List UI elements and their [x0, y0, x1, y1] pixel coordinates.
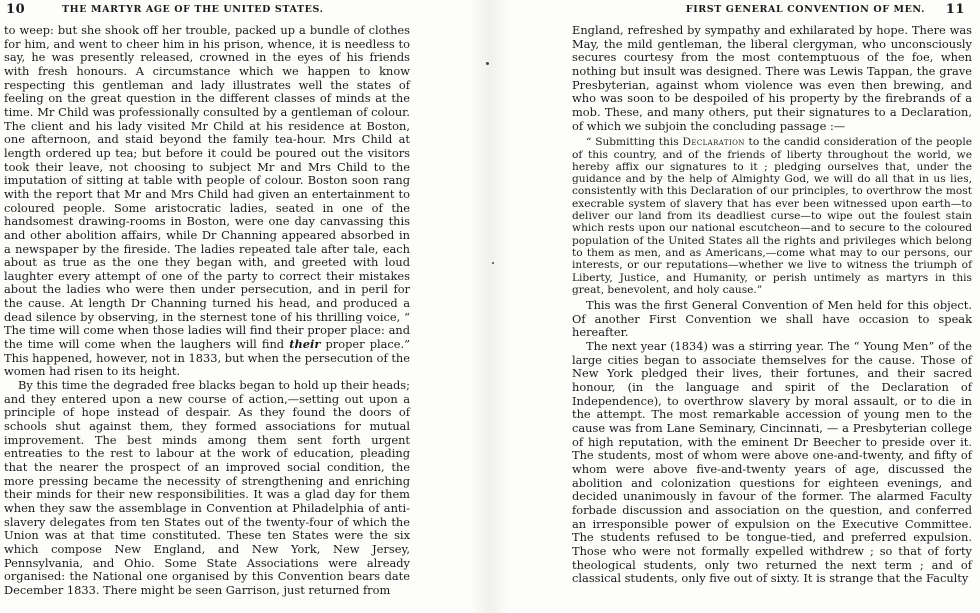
right-page-number: 11	[945, 2, 965, 17]
emphasis-their: their	[289, 337, 321, 352]
left-running-head: THE MARTYR AGE OF THE UNITED STATES.	[62, 4, 324, 15]
right-paragraph-1: This was the first General Convention of Men held for this object. Of another First Convention we shall have occasion to speak hereafter.	[572, 298, 972, 340]
right-page-header	[570, 4, 965, 18]
left-page	[0, 0, 470, 613]
speck	[492, 262, 494, 264]
right-page	[510, 0, 980, 613]
right-intro-paragraph: England, refreshed by sympathy and exhilarated by hope. There was May, the mild gentleman, the liberal clergyman, who unconsciously secures courtesy from the most contemptuous of the foe, when nothing but insult was designed. There was Lewis Tappan, the grave Presbyterian, against whom violence was even then brewing, and who was soon to be despoiled of his property by the firebrands of a mob. These, and many others, put their signatures to a Declaration, of which we subjoin the concluding passage :—	[572, 23, 972, 133]
book-gutter	[470, 0, 510, 613]
quote-rest: to the candid consideration of the people of this country, and of the friends of liberty throughout the world, we hereby affix our signatures to it ; pledging ourselves that, under the guidance and by the help of Almighty God, we will do all that in us lies, consistently with this Declaration of our principles, to overthrow the most execrable system of slavery that has ever been witnessed upon earth—to deliver our land from its deadliest curse—to wipe out the foulest stain which rests upon our national escutcheon—and to secure to the coloured population of the United States all the rights and privileges which belong to them as men, and as Americans,—come what may to our persons, our interests, or our reputations—whether we live to witness the triumph of Liberty, Justice, and Humanity, or perish untimely as martyrs in this great, benevolent, and holy cause.”	[572, 136, 972, 296]
declaration-quote	[572, 136, 972, 296]
right-paragraph-2: The next year (1834) was a stirring year. The “ Young Men” of the large cities began to associate themselves for the cause. Those of New York pledged their lives, their fortunes, and their sacred honour, (in the language and spirit of the Declaration of Independence), to overthrow slavery by moral assault, or to die in the attempt. The most remarkable accession of young men to the cause was from Lane Seminary, Cincinnati, — a Presbyterian college of high reputation, with the eminent Dr Beecher to preside over it. The students, most of whom were above one-and-twenty, and fifty of whom were above five-and-twenty years of age, discussed the abolition and colonization questions for eighteen evenings, and decided unanimously in favour of the former. The alarmed Faculty forbade discussion and association on the question, and conferred an irresponsible power of expulsion on the Executive Committee. The students refused to be tongue-tied, and preferred expulsion. Those who were not formally expelled withdrew ; so that of forty theological students, only two returned the next term ; and of classical students, only five out of sixty. It is strange that the Faculty	[572, 339, 972, 586]
quote-lead: “ Submitting this	[586, 136, 683, 149]
speck	[486, 62, 489, 65]
left-page-header	[6, 4, 411, 18]
left-paragraph-1	[4, 24, 410, 379]
left-paragraph-2: By this time the degraded free blacks began to hold up their heads; and they entered upon a new course of action,—setting out upon a principle of hope instead of despair. As they found the doors of schools shut against them, they formed associations for mutual improvement. The best minds among them sent forth urgent entreaties to the rest to labour at the work of education, pleading that the nearer the prospect of an improved social condition, the more pressing became the necessity of strengthening and enriching their minds for their new responsibilities. It was a glad day for them when they saw the assemblage in Convention at Philadelphia of anti-slavery delegates from ten States out of the twenty-four of which the Union was at that time constituted. These ten States were the six which compose New England, and New York, New Jersey, Pennsylvania, and Ohio. Some State Associations were already organised: the National one organised by this Convention bears date December 1833. There might be seen Garrison, just returned from	[4, 378, 410, 597]
text-run: proper place.” This happened, however, not in 1833, but when the persecution of the women had risen to its height.	[4, 337, 410, 379]
left-page-body	[4, 24, 410, 598]
text-run: to weep: but she shook off her trouble, packed up a bundle of clothes for him, and went to cheer him in his prison, whence, it is needless to say, he was presently released, crowned in the eyes of his friends with fresh honours. A circumstance which we happen to know respecting this gentleman and lady illustrates well the states of feeling on the great question in the different classes of minds at the time. Mr Child was professionally consulted by a gentleman of colour. The client and his lady visited Mr Child at his residence at Boston, one afternoon, and staid beyond the family tea-hour. Mrs Child at length ordered up tea; but before it could be poured out the visitors took their leave, not choosing to subject Mr and Mrs Child to the imputation of sitting at table with people of colour. Boston soon rang with the report that Mr and Mrs Child had given an entertainment to coloured people. Some aristocratic ladies, seated in one of the handsomest drawing-rooms in Boston, were one day canvassing this and other abolition affairs, while Dr Channing appeared absorbed in a newspaper by the fireside. The ladies repeated tale after tale, each about as true as the one they began with, and greeted with loud laughter every attempt of one of the party to correct their mistakes about the ladies who were then under persecution, and in peril for the cause. At length Dr Channing turned his head, and produced a dead silence by observing, in the sternest tone of his thrilling voice, “ The time will come when those ladies will find their proper place: and the time will come when the laughers will find	[4, 23, 410, 352]
quote-smallcaps: Declaration	[682, 136, 745, 149]
right-running-head: FIRST GENERAL CONVENTION OF MEN.	[685, 4, 925, 15]
left-page-number: 10	[6, 2, 26, 17]
right-page-body	[572, 24, 972, 586]
